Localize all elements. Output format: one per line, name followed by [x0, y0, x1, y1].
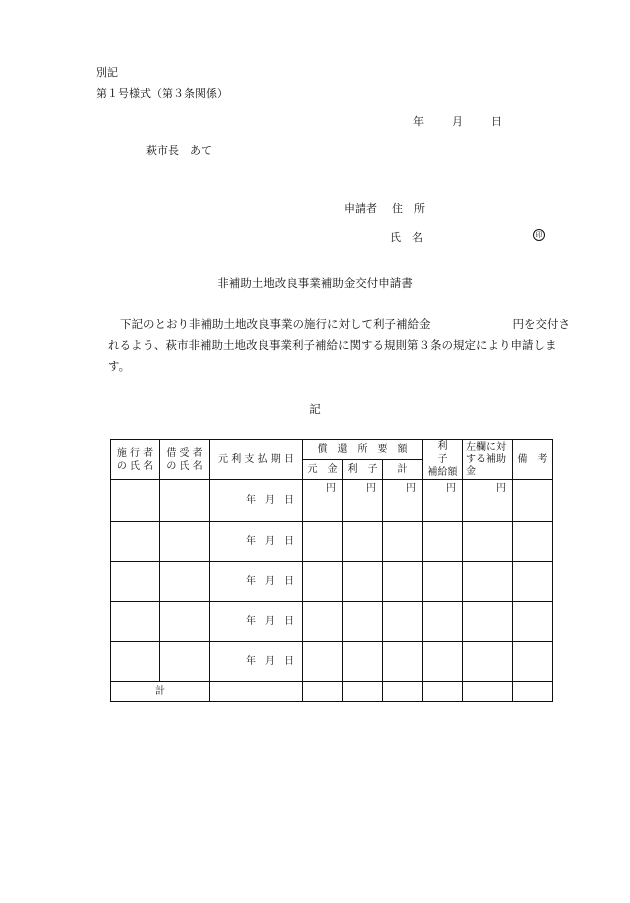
subtotal-cell[interactable]: 円: [383, 480, 423, 522]
total-left-column-cell[interactable]: [463, 682, 513, 702]
borrower-cell[interactable]: [160, 522, 210, 562]
principal-cell[interactable]: [303, 602, 343, 642]
remarks-cell[interactable]: [513, 642, 553, 682]
total-remarks-cell[interactable]: [513, 682, 553, 702]
total-row: [111, 682, 553, 702]
principal-cell[interactable]: [303, 522, 343, 562]
total-subtotal-cell[interactable]: [383, 682, 423, 702]
address-label: 住 所: [392, 202, 425, 215]
interest-cell[interactable]: [343, 642, 383, 682]
remarks-cell[interactable]: [513, 602, 553, 642]
remarks-cell[interactable]: [513, 480, 553, 522]
left-column-cell[interactable]: 円: [463, 480, 513, 522]
table-row: [111, 602, 553, 642]
borrower-cell[interactable]: [160, 480, 210, 522]
borrower-cell[interactable]: [160, 642, 210, 682]
table-row: [111, 562, 553, 602]
applicant-label: 申請者: [344, 202, 377, 215]
body-text-part2: 円を交付されるよう、萩市非補助土地改良事業利子補給に関する規則第３条の規定により申請します。: [108, 317, 570, 373]
remarks-cell[interactable]: [513, 562, 553, 602]
day-label: 日: [491, 115, 502, 128]
executor-cell[interactable]: [111, 642, 160, 682]
year-label: 年: [413, 115, 424, 128]
form-number: 第１号様式（第３条関係）: [96, 87, 228, 100]
subtotal-cell[interactable]: [383, 642, 423, 682]
date-cell[interactable]: 年 月 日: [210, 562, 303, 602]
left-column-cell[interactable]: [463, 602, 513, 642]
date-line: [413, 113, 502, 129]
header-subtotal: 計: [383, 460, 423, 480]
subsidy-table: [110, 439, 553, 702]
table-row: [111, 522, 553, 562]
table-row: [111, 480, 553, 522]
principal-cell[interactable]: [303, 562, 343, 602]
body-paragraph: [108, 314, 578, 377]
addressee: 萩市長 あて: [146, 144, 212, 157]
subtotal-cell[interactable]: [383, 602, 423, 642]
header-principal: 元 金: [303, 460, 343, 480]
header-executor: 施 行 者 の 氏 名: [111, 440, 160, 480]
total-label: 計: [111, 682, 210, 702]
principal-cell[interactable]: 円: [303, 480, 343, 522]
seal-mark: 印: [533, 229, 545, 241]
header-remarks: 備 考: [513, 440, 553, 480]
total-principal-cell[interactable]: [303, 682, 343, 702]
interest-cell[interactable]: [343, 602, 383, 642]
header-subsidy: 利 子 補給額: [423, 440, 463, 480]
header-payment-date: 元 利 支 払 期 日: [210, 440, 303, 480]
betsuki-label: 別記: [96, 66, 118, 79]
ki-heading: 記: [309, 402, 321, 416]
interest-cell[interactable]: [343, 522, 383, 562]
executor-cell[interactable]: [111, 602, 160, 642]
borrower-cell[interactable]: [160, 602, 210, 642]
left-column-cell[interactable]: [463, 522, 513, 562]
date-cell[interactable]: 年 月 日: [210, 480, 303, 522]
total-date-cell[interactable]: [210, 682, 303, 702]
subsidy-cell[interactable]: [423, 522, 463, 562]
borrower-cell[interactable]: [160, 562, 210, 602]
principal-cell[interactable]: [303, 642, 343, 682]
header-repayment: 償 還 所 要 額: [303, 440, 423, 460]
remarks-cell[interactable]: [513, 522, 553, 562]
executor-cell[interactable]: [111, 522, 160, 562]
date-cell[interactable]: 年 月 日: [210, 642, 303, 682]
total-interest-cell[interactable]: [343, 682, 383, 702]
executor-cell[interactable]: [111, 562, 160, 602]
interest-cell[interactable]: [343, 562, 383, 602]
document-title: 非補助土地改良事業補助金交付申請書: [217, 276, 413, 290]
subsidy-cell[interactable]: 円: [423, 480, 463, 522]
subsidy-cell[interactable]: [423, 642, 463, 682]
month-label: 月: [452, 115, 463, 128]
body-text-part1: 下記のとおり非補助土地改良事業の施行に対して利子補給金: [120, 317, 431, 331]
interest-cell[interactable]: 円: [343, 480, 383, 522]
total-subsidy-cell[interactable]: [423, 682, 463, 702]
name-label: 氏 名: [390, 231, 423, 244]
header-left-column: 左欄に対 する補助 金: [463, 440, 513, 480]
table-row: [111, 642, 553, 682]
subtotal-cell[interactable]: [383, 562, 423, 602]
header-borrower: 借 受 者 の 氏 名: [160, 440, 210, 480]
date-cell[interactable]: 年 月 日: [210, 522, 303, 562]
header-interest: 利 子: [343, 460, 383, 480]
date-cell[interactable]: 年 月 日: [210, 602, 303, 642]
left-column-cell[interactable]: [463, 562, 513, 602]
executor-cell[interactable]: [111, 480, 160, 522]
subsidy-cell[interactable]: [423, 602, 463, 642]
subsidy-cell[interactable]: [423, 562, 463, 602]
left-column-cell[interactable]: [463, 642, 513, 682]
subtotal-cell[interactable]: [383, 522, 423, 562]
